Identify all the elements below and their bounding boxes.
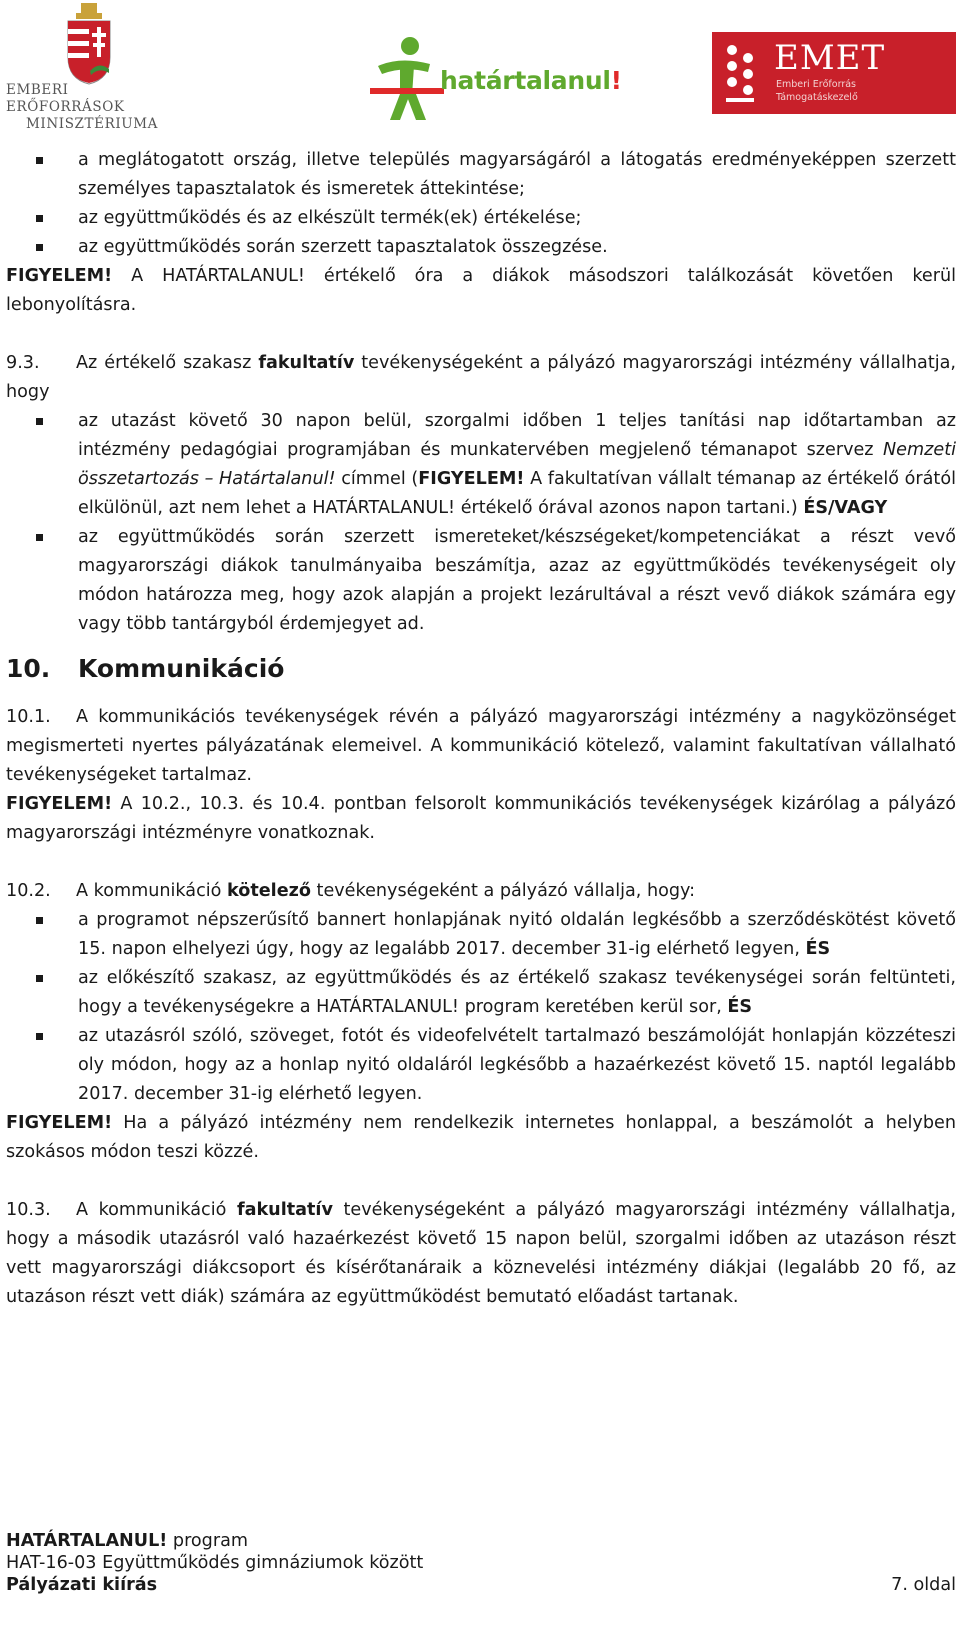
page-number: 7. oldal xyxy=(891,1575,956,1595)
list-item xyxy=(78,964,956,1022)
emmi-logo-text xyxy=(6,82,186,133)
item-text: az előkészítő szakasz, az együttműködés és az értékelő szakasz tevékenységei során feltünteti, hogy a tevékenységekre a HATÁRTALANUL! program keretében kerül sor, xyxy=(78,968,956,1017)
emet-logo xyxy=(712,32,956,114)
paragraph-9-3 xyxy=(6,349,956,407)
footer-doc-type-label: Pályázati kiírás xyxy=(6,1575,158,1595)
emmi-logo xyxy=(0,0,185,132)
list-item xyxy=(78,906,956,964)
document-body xyxy=(6,146,956,1312)
paragraph-number: 10.1. xyxy=(6,707,51,727)
spacer xyxy=(6,848,956,877)
hungarian-coat-of-arms-icon xyxy=(64,3,114,85)
hatar-wordmark-main: határtalanul xyxy=(440,66,611,95)
emet-sub-line-1: Emberi Erőforrás xyxy=(776,79,856,90)
emmi-line-2: MINISZTÉRIUMA xyxy=(26,116,159,132)
evaluation-bullets xyxy=(6,146,956,262)
paragraph-10-3 xyxy=(6,1196,956,1312)
attention-text: A HATÁRTALANUL! értékelő óra a diákok másodszori találkozását követően kerül lebonyolításra. xyxy=(6,266,956,315)
footer-doc-type xyxy=(6,1574,956,1596)
item-italic: Nemzeti összetartozás – Határtalanul! xyxy=(78,440,956,489)
paragraph-text: tevékenységeként a pályázó magyarországi intézmény vállalhatja, hogy xyxy=(6,353,956,402)
item-text: a programot népszerűsítő bannert honlapjának nyitó oldalán legkésőbb a szerződéskötést követő 15. napon elhelyezi úgy, hogy az legalább 2017. december 31-ig elérhető legyen, xyxy=(78,910,956,959)
hatartalanul-wordmark xyxy=(440,66,622,95)
header-logos xyxy=(0,0,960,130)
item-bold: ÉS/VAGY xyxy=(803,498,888,518)
paragraph-bold: fakultatív xyxy=(236,1200,333,1220)
list-item: az együttműködés során szerzett tapasztalatok összegzése. xyxy=(78,233,956,262)
section-title: Kommunikáció xyxy=(78,654,285,683)
attention-note xyxy=(6,790,956,848)
item-text: az utazást követő 30 napon belül, szorgalmi időben 1 teljes tanítási nap időtartamban az intézmény pedagógiai programjában és munkatervében megjelenő témanapot szervez xyxy=(78,411,956,460)
attention-label: FIGYELEM! xyxy=(6,266,113,286)
running-figure-icon xyxy=(370,36,445,121)
paragraph-text: tevékenységeként a pályázó vállalja, hogy: xyxy=(310,881,696,901)
page-footer xyxy=(6,1530,956,1596)
hatartalanul-logo xyxy=(360,26,622,121)
spacer xyxy=(6,320,956,349)
list-item: az együttműködés során szerzett ismereteket/készségeket/kompetenciákat a részt vevő magyarországi diákok tanulmányaiba beszámítja, azaz az együttműködés tevékenységeit oly módon határozza meg, hogy azok alapján a projekt lezárultával a részt vevő diákok számára egy vagy több tantárgyból érdemjegyet ad. xyxy=(78,523,956,639)
list-item: az együttműködés és az elkészült termék(ek) értékelése; xyxy=(78,204,956,233)
emmi-line-1: EMBERI ERŐFORRÁSOK xyxy=(6,82,125,115)
paragraph-10-2 xyxy=(6,877,956,906)
attention-text: A 10.2., 10.3. és 10.4. pontban felsorolt kommunikációs tevékenységek kizárólag a pályázó magyarországi intézményre vonatkoznak. xyxy=(6,794,956,843)
attention-label: FIGYELEM! xyxy=(418,469,525,489)
attention-note xyxy=(6,262,956,320)
list-item xyxy=(78,407,956,523)
section-heading-10 xyxy=(6,649,956,689)
paragraph-bold: kötelező xyxy=(227,881,311,901)
item-text: A fakultatívan vállalt témanap az értékelő órától elkülönül, azt nem lehet a HATÁRTALANUL! értékelő órával azonos napon tartani.) xyxy=(78,469,956,518)
paragraph-text: A kommunikáció xyxy=(76,1200,237,1220)
emet-subtitle xyxy=(776,78,858,104)
footer-program-name: HATÁRTALANUL! xyxy=(6,1531,168,1551)
emet-title: EMET xyxy=(774,38,886,78)
footer-call-code: HAT-16-03 Együttműködés gimnáziumok között xyxy=(6,1553,424,1573)
attention-label: FIGYELEM! xyxy=(6,794,113,814)
list-item: a meglátogatott ország, illetve település magyarságáról a látogatás eredményeképpen szerzett személyes tapasztalatok és ismeretek áttekintése; xyxy=(78,146,956,204)
mandatory-communication-bullets xyxy=(6,906,956,1109)
paragraph-text: tevékenységeként a pályázó magyarországi intézmény vállalhatja, hogy a második utazásról való hazaérkezést követő 15 napon belül, szorgalmi időben az utazáson részt vett magyarországi diákcsoport és kísérőtanáraik a köznevelési intézmény diákjai (legalább 20 fő, az utazáson részt vett diák) számára az együttműködést bemutató előadást tartanak. xyxy=(6,1200,957,1307)
optional-activity-bullets xyxy=(6,407,956,639)
paragraph-text: Az értékelő szakasz xyxy=(76,353,259,373)
item-text: címmel ( xyxy=(335,469,419,489)
emet-sub-line-2: Támogatáskezelő xyxy=(776,92,858,103)
paragraph-bold: fakultatív xyxy=(258,353,355,373)
footer-program-line xyxy=(6,1530,956,1552)
paragraph-number: 10.2. xyxy=(6,881,51,901)
attention-note xyxy=(6,1109,956,1167)
section-number: 10. xyxy=(6,654,51,683)
emet-mark-icon xyxy=(722,40,762,106)
item-bold: ÉS xyxy=(805,939,831,959)
hatar-wordmark-excl: ! xyxy=(610,66,622,95)
list-item: az utazásról szóló, szöveget, fotót és videofelvételt tartalmazó beszámolóját honlapján közzéteszi oly módon, hogy az a honlap nyitó oldaláról legkésőbb a hazaérkezést követő 15. naptól legalább 2017. december 31-ig elérhető legyen. xyxy=(78,1022,956,1109)
paragraph-text: A kommunikációs tevékenységek révén a pályázó magyarországi intézmény a nagyközönséget megismerteti nyertes pályázatának elemeivel. A kommunikáció kötelező, valamint fakultatívan vállalható tevékenységeket tartalmaz. xyxy=(6,707,956,785)
spacer xyxy=(6,1167,956,1196)
attention-label: FIGYELEM! xyxy=(6,1113,113,1133)
paragraph-10-1 xyxy=(6,703,956,790)
footer-program-suffix: program xyxy=(167,1531,249,1551)
paragraph-number: 9.3. xyxy=(6,353,40,373)
paragraph-text: A kommunikáció xyxy=(76,881,227,901)
attention-text: Ha a pályázó intézmény nem rendelkezik internetes honlappal, a beszámolót a helyben szokásos módon teszi közzé. xyxy=(6,1113,956,1162)
paragraph-number: 10.3. xyxy=(6,1200,51,1220)
item-bold: ÉS xyxy=(727,997,753,1017)
